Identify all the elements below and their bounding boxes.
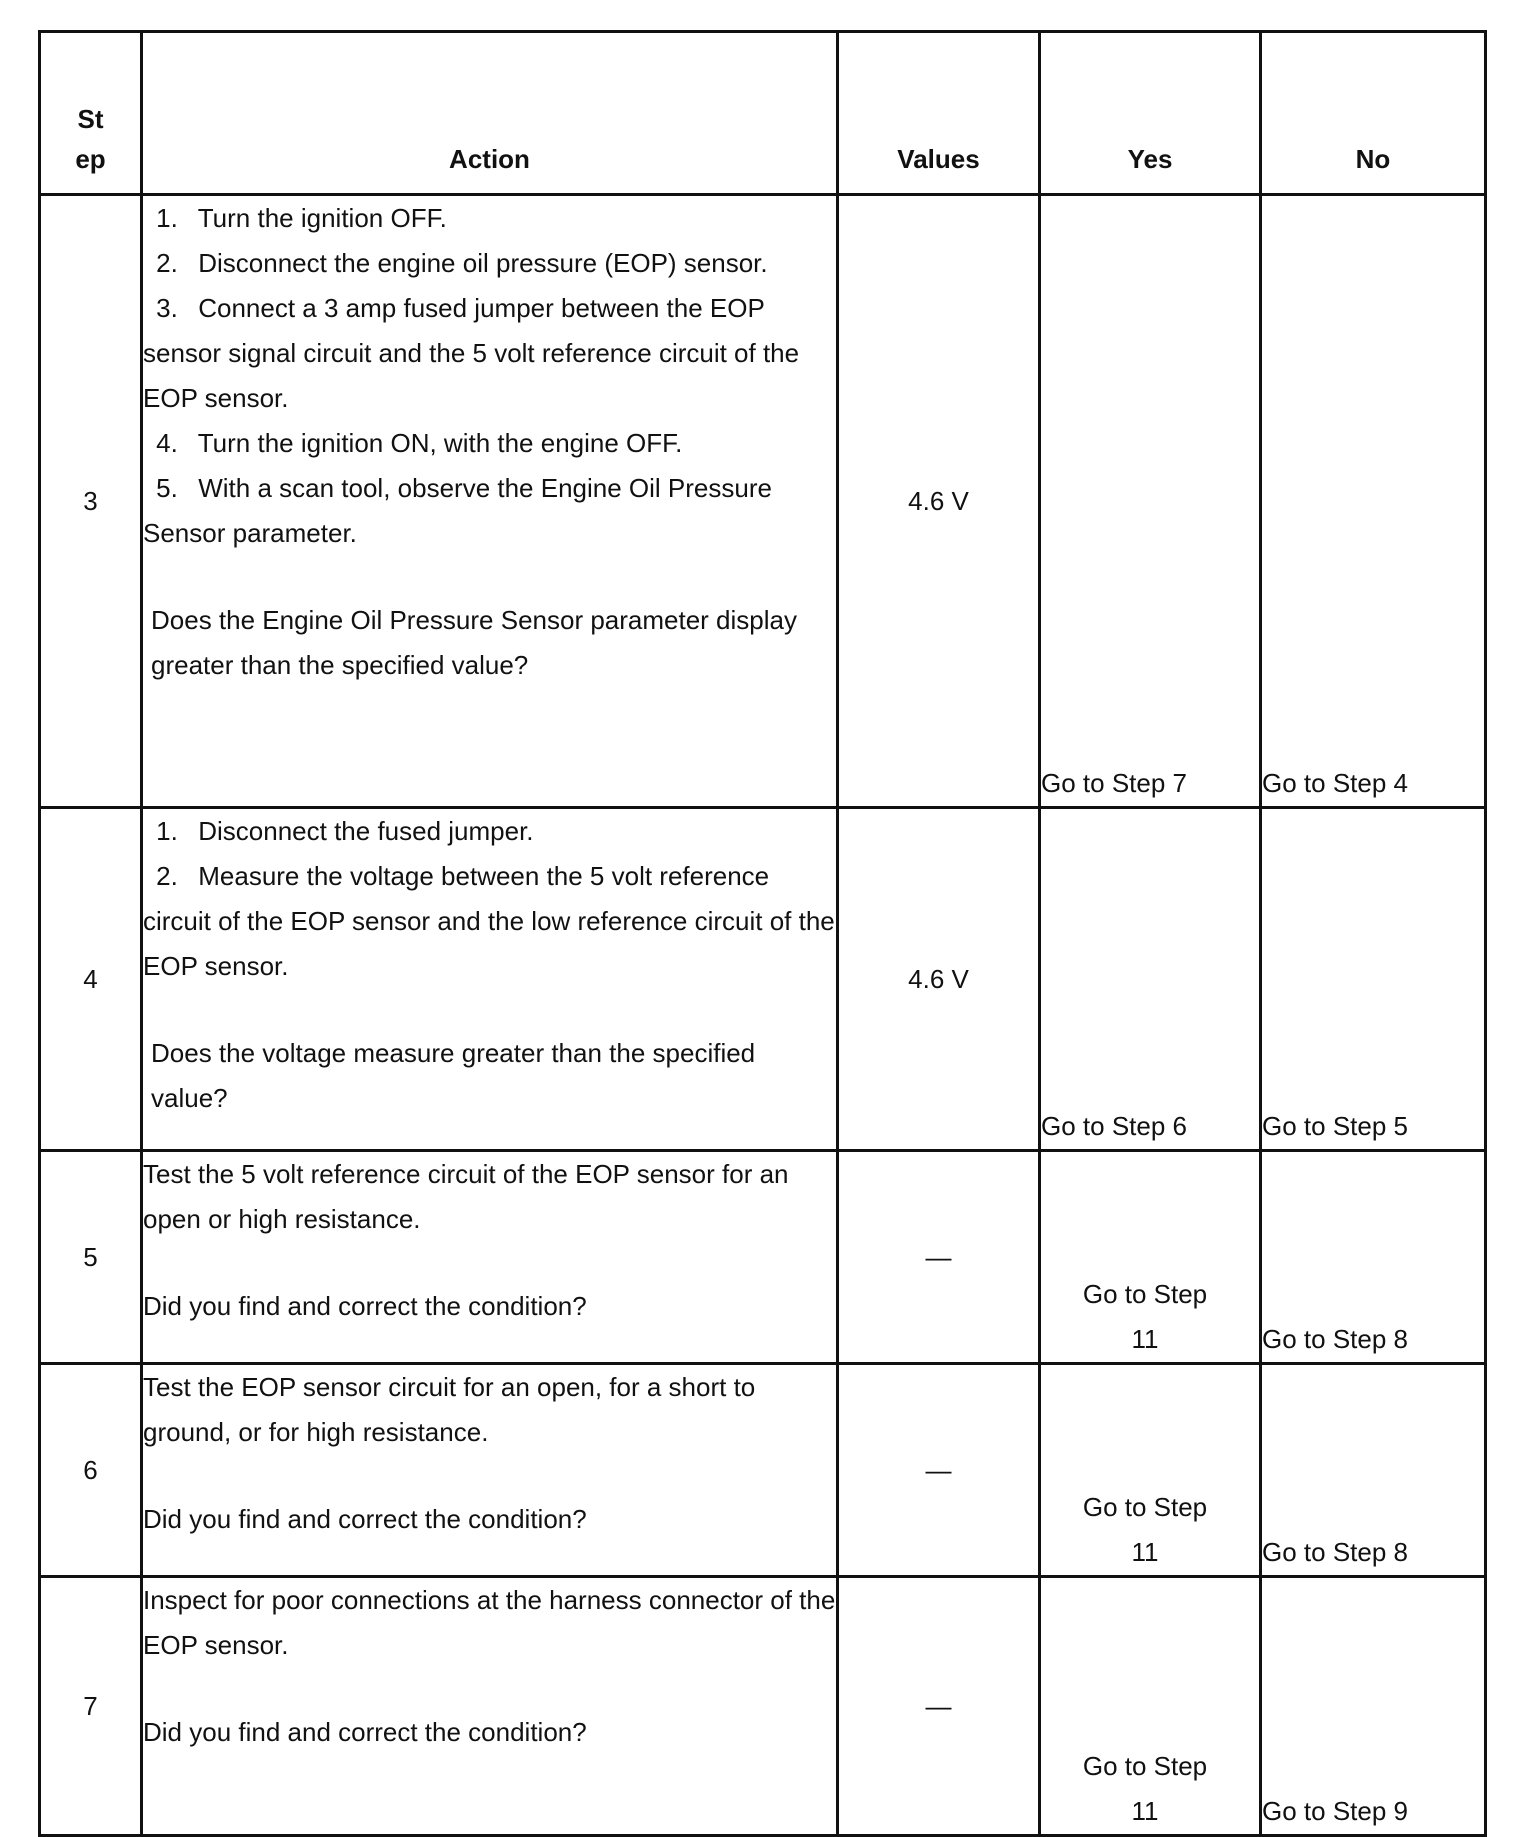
no-header: No: [1261, 32, 1486, 195]
yes-cell: Go to Step 6: [1040, 808, 1261, 1151]
header-row: [40, 32, 1486, 195]
step-number: 4: [40, 808, 142, 1151]
action-cell: [142, 808, 838, 1151]
no-cell: Go to Step 5: [1261, 808, 1486, 1151]
step-number: 7: [40, 1577, 142, 1836]
step-number: 3: [40, 195, 142, 808]
action-cell: [142, 1151, 838, 1364]
values-header: Values: [838, 32, 1040, 195]
action-item: 4. Turn the ignition ON, with the engine OFF.: [156, 428, 683, 458]
action-text: Test the EOP sensor circuit for an open, for a short to ground, or for high resistance.: [143, 1372, 756, 1447]
action-item: 1. Disconnect the fused jumper.: [156, 816, 534, 846]
action-item: 2. Measure the voltage between the 5 volt reference circuit of the EOP sensor and the low reference circuit of the EOP sensor.: [143, 861, 835, 981]
action-question: Did you find and correct the condition?: [143, 1504, 587, 1534]
value-cell: —: [838, 1151, 1040, 1364]
table-row-step-5: [40, 1151, 1486, 1364]
table-row-step-4: [40, 808, 1486, 1151]
step-number: 6: [40, 1364, 142, 1577]
action-question: Did you find and correct the condition?: [143, 1291, 587, 1321]
yes-cell: Go to Step 11: [1040, 1577, 1261, 1836]
action-question: Does the Engine Oil Pressure Sensor parameter display greater than the specified value?: [151, 605, 797, 680]
action-question: Does the voltage measure greater than the specified value?: [151, 1038, 756, 1113]
no-cell: Go to Step 8: [1261, 1364, 1486, 1577]
yes-cell: Go to Step 11: [1040, 1151, 1261, 1364]
yes-cell: Go to Step 7: [1040, 195, 1261, 808]
no-cell: Go to Step 4: [1261, 195, 1486, 808]
step-number: 5: [40, 1151, 142, 1364]
table-row-step-3: [40, 195, 1486, 808]
value-cell: —: [838, 1364, 1040, 1577]
action-cell: [142, 1577, 838, 1836]
table-row-step-6: [40, 1364, 1486, 1577]
table-row-step-7: [40, 1577, 1486, 1836]
action-item: 3. Connect a 3 amp fused jumper between the EOP sensor signal circuit and the 5 volt reference circuit of the EOP sensor.: [143, 293, 800, 413]
action-header: Action: [142, 32, 838, 195]
action-item: 2. Disconnect the engine oil pressure (EOP) sensor.: [156, 248, 768, 278]
no-cell: Go to Step 8: [1261, 1151, 1486, 1364]
diagnostic-steps-table: [38, 30, 1487, 1837]
yes-header: Yes: [1040, 32, 1261, 195]
action-cell: [142, 195, 838, 808]
value-cell: —: [838, 1577, 1040, 1836]
step-header: Step: [40, 32, 142, 195]
diagnostic-page: [38, 30, 1484, 1837]
action-question: Did you find and correct the condition?: [143, 1717, 587, 1747]
action-item: 5. With a scan tool, observe the Engine Oil Pressure Sensor parameter.: [143, 473, 772, 548]
value-cell: 4.6 V: [838, 808, 1040, 1151]
action-text: Inspect for poor connections at the harness connector of the EOP sensor.: [143, 1585, 836, 1660]
action-item: 1. Turn the ignition OFF.: [156, 203, 447, 233]
value-cell: 4.6 V: [838, 195, 1040, 808]
yes-cell: Go to Step 11: [1040, 1364, 1261, 1577]
action-cell: [142, 1364, 838, 1577]
action-text: Test the 5 volt reference circuit of the EOP sensor for an open or high resistance.: [143, 1159, 789, 1234]
no-cell: Go to Step 9: [1261, 1577, 1486, 1836]
